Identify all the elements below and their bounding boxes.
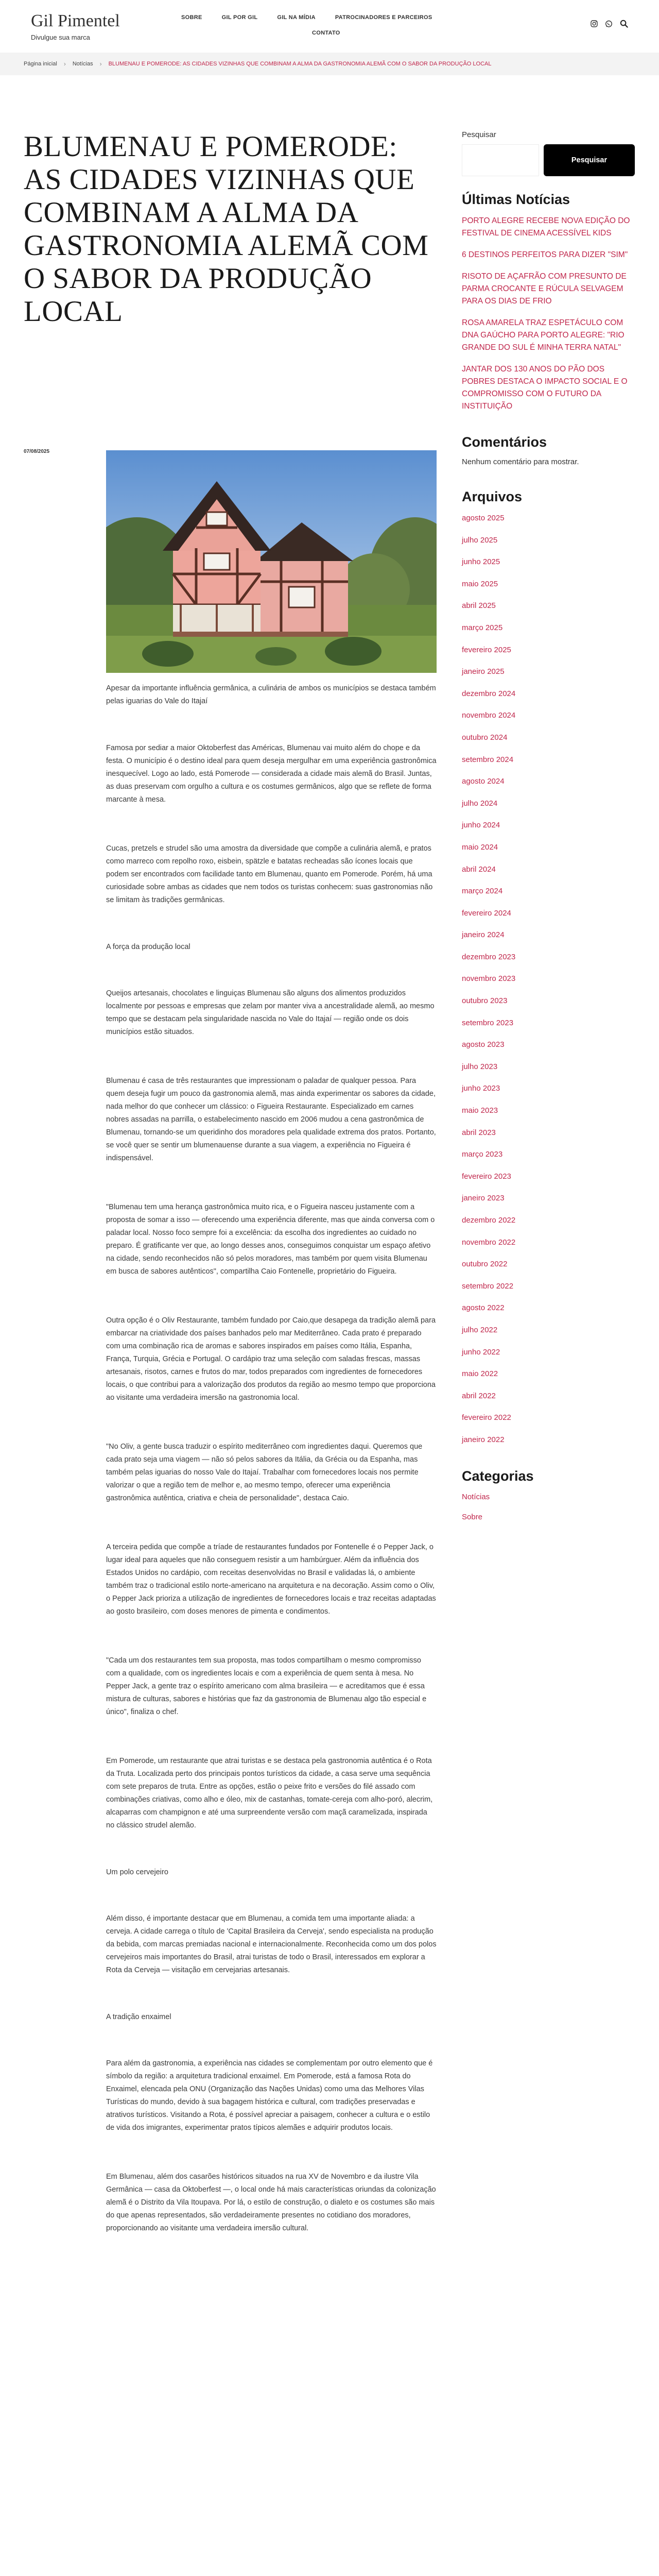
archive-link[interactable]: dezembro 2024 (462, 689, 516, 698)
site-branding (31, 11, 120, 41)
post-paragraph: "Cada um dos restaurantes tem sua proposta, mas todos compartilham o mesmo compromisso com a qualidade, com os ingredientes locais e com a experiência de quem senta à mesa. No Pepper Jack, a gente traz o espírito americano com alma brasileira — e acreditamos que é essa mistura de culturas, sabores e histórias que faz da gastronomia de Blumenau algo tão especial e único", finaliza o chef. (106, 1656, 427, 1716)
sidebar (462, 130, 635, 1521)
archive-link[interactable]: setembro 2024 (462, 755, 514, 764)
archive-link[interactable]: maio 2024 (462, 842, 498, 852)
post-paragraph: Outra opção é o Oliv Restaurante, também fundado por Caio,que desapega da tradição alemã para embarcar na criatividade dos países banhados pelo mar Mediterrâneo. Cada prato é preparado com uma combinação rica de aromas e sabores inspirados em países como Itália, Espanha, França, Turquia, Grécia e Portugal. O cardápio traz uma seleção com saladas frescas, massas artesanais, risotos, carnes e frutos do mar, todos preparados com ingredientes de fornecedores locais, o que contribui para a valorização dos produtos da região ao mesmo tempo que proporciona ao visitante uma verdadeira imersão na gastronomia local. (106, 1316, 436, 1402)
search-icon[interactable] (620, 20, 628, 28)
archive-link[interactable]: março 2023 (462, 1150, 503, 1159)
archive-link[interactable]: dezembro 2022 (462, 1216, 516, 1225)
archive-link[interactable]: maio 2022 (462, 1369, 498, 1379)
archive-link[interactable]: janeiro 2024 (462, 930, 505, 940)
archive-link[interactable]: fevereiro 2023 (462, 1172, 511, 1181)
archive-link[interactable]: fevereiro 2025 (462, 645, 511, 654)
post-title: BLUMENAU E POMERODE: AS CIDADES VIZINHAS QUE COMBINAM A ALMA DA GASTRONOMIA ALEMÃ COM O SABOR DA PRODUÇÃO LOCAL (24, 130, 429, 328)
recent-post-link[interactable]: JANTAR DOS 130 ANOS DO PÃO DOS POBRES DESTACA O IMPACTO SOCIAL E O COMPROMISSO COM O FUTURO DA INSTITUIÇÃO (462, 365, 628, 411)
search-label: Pesquisar (462, 130, 496, 139)
post-content (106, 450, 437, 2235)
recent-post-link[interactable]: PORTO ALEGRE RECEBE NOVA EDIÇÃO DO FESTIVAL DE CINEMA ACESSÍVEL KIDS (462, 216, 630, 238)
nav-item-sobre[interactable]: SOBRE (181, 14, 202, 21)
archive-link[interactable]: novembro 2024 (462, 711, 516, 720)
recent-posts-list (462, 215, 635, 413)
breadcrumb-current: BLUMENAU E POMERODE: AS CIDADES VIZINHAS QUE COMBINAM A ALMA DA GASTRONOMIA ALEMÃ COM O SABOR DA PRODUÇÃO LOCAL (108, 61, 492, 67)
chevron-right-icon: › (99, 60, 102, 67)
post-paragraph: Para além da gastronomia, a experiência nas cidades se complementam por outro elemento que é símbolo da região: a arquitetura tradicional enxaimel. Em Pomerode, está a famosa Rota do Enxaimel, elencada pela ONU (Organização das Nações Unidas) como uma das Melhores Vilas Turísticas do mundo, devido à sua bagagem histórica e cultural, com tradições preservadas e atrativos turísticos. Visitando a Rota, é possível apreciar a paisagem, conhecer a cultura e o estilo de vida dos imigrantes, experimentar pratos típicos alemães e adquirir produtos locais. (106, 2059, 433, 2132)
archive-link[interactable]: novembro 2022 (462, 1238, 516, 1247)
search-input[interactable] (462, 144, 539, 176)
post-paragraph: Apesar da importante influência germânica, a culinária de ambos os municípios se destaca também pelas iguarias do Vale do Itajaí (106, 684, 436, 705)
archive-link[interactable]: dezembro 2023 (462, 952, 516, 961)
archive-link[interactable]: setembro 2022 (462, 1281, 514, 1291)
post-date: 07/08/2025 (24, 449, 50, 454)
archive-link[interactable]: agosto 2024 (462, 777, 505, 786)
archive-link[interactable]: março 2025 (462, 623, 503, 632)
post-paragraph: Queijos artesanais, chocolates e linguiças Blumenau são alguns dos alimentos produzidos localmente por pessoas e empresas que zelam por manter viva a ancestralidade alemã, ao mesmo tempo que se destacam pela singularidade nascida no Vale do Itajaí — região onde os dois municípios estão situados. (106, 989, 435, 1036)
archive-link[interactable]: outubro 2024 (462, 733, 508, 742)
post-paragraph: Famosa por sediar a maior Oktoberfest das Américas, Blumenau vai muito além do chope e da festa. O município é o destino ideal para quem deseja mergulhar em uma experiência gastronômica inesquecível. Logo ao lado, está Pomerode — considerada a cidade mais alemã do Brasil. Juntas, as duas preservam com orgulho a cultura e os costumes germânicos, algo que se reflete de forma marcante à mesa. (106, 744, 437, 804)
nav-item-patrocinadores[interactable]: PATROCINADORES E PARCEIROS (335, 14, 432, 21)
archive-link[interactable]: novembro 2023 (462, 974, 516, 984)
archive-link[interactable]: agosto 2025 (462, 514, 505, 522)
categories-title: Categorias (462, 1468, 534, 1484)
archive-link[interactable]: abril 2025 (462, 601, 496, 611)
recent-posts-title: Últimas Notícias (462, 192, 570, 207)
post-paragraph: Além disso, é importante destacar que em Blumenau, a comida tem uma importante aliada: a cerveja. A cidade carrega o título de 'Capital Brasileira da Cerveja', sendo especialista na produção da bebida, com marcas premiadas nacional e internacionalmente. Reconhecida como um dos polos cervejeiros mais importantes do Brasil, atrai turistas de todo o Brasil, interessados em explorar a Rota da Cerveja — visitação em cervejarias artesanais. (106, 1914, 437, 1974)
archives-list (462, 513, 635, 1457)
featured-image (106, 450, 437, 673)
breadcrumb-home[interactable]: Página inicial (24, 61, 57, 67)
archive-link[interactable]: fevereiro 2022 (462, 1413, 511, 1422)
archives-title: Arquivos (462, 489, 523, 504)
post-paragraph: Em Pomerode, um restaurante que atrai turistas e se destaca pela gastronomia autêntica é o Rota da Truta. Localizada perto dos principais pontos turísticos da cidade, a casa serve uma sequência com sete preparos de truta. Entre as opções, estão o peixe frito e versões do filé assado com combinações criativas, como alho e óleo, mix de castanhas, tomate-cereja com alho-poró, alecrim, alcaparras com champignon e até uma surpreendente versão com maçã caramelizada, inspirada no clássico strudel alemão. (106, 1757, 433, 1829)
whatsapp-icon[interactable] (605, 20, 613, 28)
search-form (462, 144, 635, 176)
archive-link[interactable]: abril 2024 (462, 865, 496, 874)
archive-link[interactable]: abril 2022 (462, 1391, 496, 1400)
archive-link[interactable]: junho 2022 (462, 1347, 500, 1357)
archive-link[interactable]: maio 2023 (462, 1106, 498, 1115)
recent-post-link[interactable]: 6 DESTINOS PERFEITOS PARA DIZER "SIM" (462, 250, 628, 259)
article (24, 130, 437, 2232)
category-link-sobre[interactable]: Sobre (462, 1512, 483, 1521)
no-comments-text: Nenhum comentário para mostrar. (462, 457, 579, 466)
header-icons (591, 20, 628, 28)
section-heading: A tradição enxaimel (106, 2013, 171, 2021)
breadcrumb-section[interactable]: Notícias (72, 61, 93, 67)
section-heading: Um polo cervejeiro (106, 1868, 168, 1876)
category-link-noticias[interactable]: Notícias (462, 1492, 490, 1501)
recent-post-link[interactable]: ROSA AMARELA TRAZ ESPETÁCULO COM DNA GAÚCHO PARA PORTO ALEGRE: "RIO GRANDE DO SUL É MINHA TERRA NATAL" (462, 318, 625, 352)
archive-link[interactable]: outubro 2023 (462, 996, 508, 1006)
chevron-right-icon: › (63, 60, 66, 67)
archive-link[interactable]: setembro 2023 (462, 1018, 514, 1027)
archive-link[interactable]: março 2024 (462, 887, 503, 896)
breadcrumb (0, 53, 659, 75)
nav-item-gil-por-gil[interactable]: GIL POR GIL (221, 14, 258, 21)
archive-link[interactable]: agosto 2023 (462, 1040, 505, 1049)
archive-link[interactable]: janeiro 2023 (462, 1194, 505, 1203)
site-title[interactable]: Gil Pimentel (31, 11, 120, 30)
post-paragraph: "No Oliv, a gente busca traduzir o espírito mediterrâneo com ingredientes daqui. Queremos que cada prato seja uma viagem — não só pelos sabores da Itália, da Grécia ou da Espanha, mas também pelas iguarias do nosso Vale do Itajaí. Trabalhar com fornecedores locais nos permite valorizar o que a região tem de melhor e, ao mesmo tempo, oferecer uma experiência gastronômica autêntica, criativa e cheia de personalidade", destaca Caio. (106, 1443, 423, 1502)
search-button[interactable]: Pesquisar (544, 144, 635, 176)
nav-item-gil-na-midia[interactable]: GIL NA MÍDIA (277, 14, 316, 21)
site-tagline: Divulgue sua marca (31, 33, 90, 42)
recent-post-link[interactable]: RISOTO DE AÇAFRÃO COM PRESUNTO DE PARMA CROCANTE E RÚCULA SELVAGEM PARA OS DIAS DE FRIO (462, 272, 627, 306)
main-navigation (181, 14, 485, 36)
archive-link[interactable]: outubro 2022 (462, 1260, 508, 1269)
comments-title: Comentários (462, 434, 547, 450)
post-paragraph: A terceira pedida que compõe a tríade de restaurantes fundados por Fontenelle é o Pepper Jack, o lugar ideal para aqueles que não conseguem resistir a um hambúrguer. Além da influência dos Estados Unidos no cardápio, com receitas desenvolvidas no Brasil e validadas lá, o ambiente também traz o tradicional estilo norte-americano na arquitetura e na decoração. Assim como o Oliv, o Pepper Jack prioriza a utilização de ingredientes de fornecedores locais e traz receitas adaptadas ao gosto brasileiro, com doses menores de pimenta e condimentos. (106, 1543, 436, 1616)
archive-link[interactable]: julho 2024 (462, 799, 498, 808)
archive-link[interactable]: junho 2025 (462, 557, 500, 567)
nav-item-contato[interactable]: CONTATO (312, 30, 340, 36)
archive-link[interactable]: abril 2023 (462, 1128, 496, 1137)
archive-link[interactable]: maio 2025 (462, 579, 498, 588)
archive-link[interactable]: julho 2023 (462, 1062, 498, 1071)
archive-link[interactable]: janeiro 2025 (462, 667, 505, 676)
post-paragraph: "Blumenau tem uma herança gastronômica muito rica, e o Figueira nasceu justamente com a proposta de somar a isso — oferecendo uma experiência diferente, mas que ainda conversa com o paladar local. Nosso foco sempre foi a excelência: da escolha dos ingredientes ao cuidado no preparo. É gratificante ver que, ao longo desses anos, conseguimos conquistar um espaço afetivo na cidade, sendo reconhecidos não só pelos moradores, mas também por quem visita Blumenau em busca de sabores autênticos", compartilha Caio Fontenelle, proprietário do Figueira. (106, 1203, 435, 1276)
archive-link[interactable]: junho 2024 (462, 821, 500, 830)
archive-link[interactable]: julho 2025 (462, 535, 498, 545)
instagram-icon[interactable] (591, 20, 598, 27)
archive-link[interactable]: janeiro 2022 (462, 1435, 505, 1444)
archive-link[interactable]: fevereiro 2024 (462, 908, 511, 918)
post-paragraph: Em Blumenau, além dos casarões históricos situados na rua XV de Novembro e da ilustre Vila Germânica — casa da Oktoberfest —, o local onde há mais características oriundas da colonização alemã é o Distrito da Vila Itoupava. Por lá, o estilo de construção, o dialeto e os costumes são mais do que apenas representados, são verdadeiramente presentes no cotidiano dos moradores, proporcionando ao visitante uma verdadeira imersão cultural. (106, 2173, 436, 2232)
post-paragraph: Blumenau é casa de três restaurantes que impressionam o paladar de qualquer pessoa. Para quem deseja fugir um pouco da gastronomia alemã, mas ainda experimentar os sabores da cidade, nada melhor do que conhecer um clássico: o Figueira Restaurante. Especializado em carnes nobres assadas na parrilla, o estabelecimento nascido em 2006 mudou a cena gastronômica de Blumenau, tornando-se um queridinho dos moradores pela qualidade extrema dos pratos. Portanto, se você quer se sentir um blumenauense durante a sua viagem, a experiência no Figueira é indispensável. (106, 1077, 436, 1162)
categories-list (462, 1493, 635, 1521)
post-paragraph: Cucas, pretzels e strudel são uma amostra da diversidade que compõe a culinária alemã, e pratos como marreco com repolho roxo, eisbein, spätzle e batatas recheadas são ícones locais que podem ser encontrados com facilidade tanto em Blumenau, quanto em Pomerode. Porém, há uma curiosidade sobre ambas as cidades que nem todos os turistas conhecem: suas gastronomias não se limitam às tradições germânicas. (106, 844, 433, 904)
archive-link[interactable]: julho 2022 (462, 1325, 498, 1334)
site-header (0, 0, 659, 53)
archive-link[interactable]: agosto 2022 (462, 1303, 505, 1313)
archive-link[interactable]: junho 2023 (462, 1084, 500, 1093)
section-heading: A força da produção local (106, 943, 190, 951)
